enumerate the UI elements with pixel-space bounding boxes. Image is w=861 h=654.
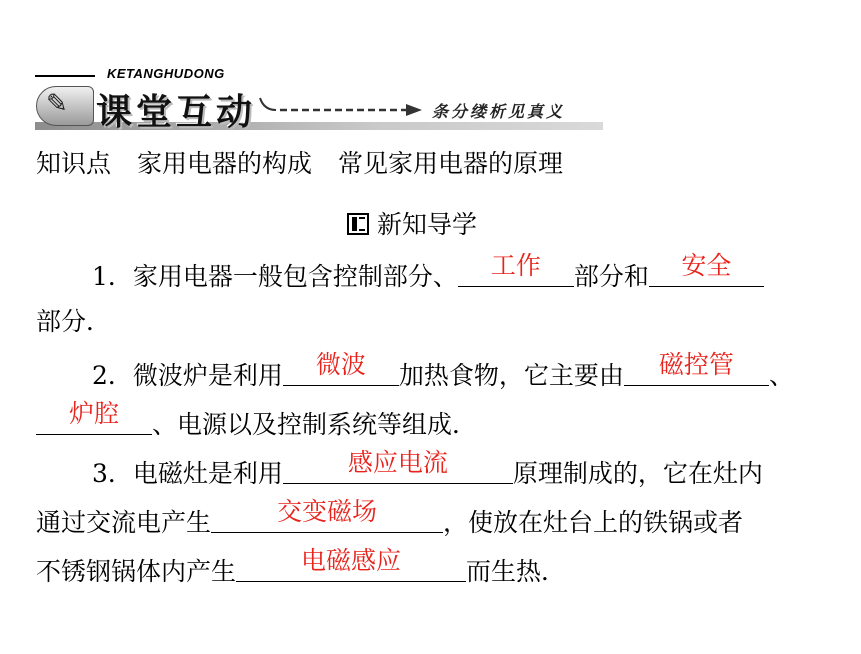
answer-blank (458, 251, 574, 287)
question-text: 而生热． (466, 557, 567, 586)
answer-text: 炉腔 (68, 399, 119, 428)
question-text: 原理制成的，它在灶内 (512, 459, 763, 488)
answer-blank (211, 497, 443, 533)
book-icon (347, 213, 369, 235)
answer-blank (236, 546, 466, 582)
question-3-line-3 (36, 546, 567, 587)
answer-text: 工作 (490, 251, 541, 280)
answer-blank (283, 350, 399, 386)
section-heading (36, 149, 563, 179)
section-label: 知识点 (36, 149, 112, 178)
question-3-line-1 (92, 448, 763, 489)
answer-text: 感应电流 (347, 448, 448, 477)
question-text: 3．电磁灶是利用 (92, 459, 283, 488)
answer-text: 交变磁场 (277, 497, 378, 526)
question-text: 、 (768, 361, 794, 390)
answer-blank (624, 350, 769, 386)
question-text: 1．家用电器一般包含控制部分、 (92, 262, 458, 291)
sub-heading (347, 210, 477, 240)
answer-blank (36, 399, 152, 435)
question-2-line-1 (92, 350, 794, 391)
dashed-arrow-icon (258, 96, 428, 118)
banner-slogan: 条分缕析见真义 (432, 102, 566, 121)
section-title: 家用电器的构成 (137, 149, 313, 178)
question-3-line-2 (36, 497, 744, 538)
banner-rule (35, 75, 95, 77)
question-2-line-2 (36, 399, 478, 440)
question-text: 部分． (36, 307, 112, 336)
section-title-2: 常见家用电器的原理 (338, 149, 564, 178)
answer-text: 微波 (315, 350, 366, 379)
pen-glyph-icon: ✎ (46, 89, 68, 119)
answer-text: 电磁感应 (301, 546, 402, 575)
banner-title: 课堂互动 (96, 91, 257, 133)
question-text: 不锈钢锅体内产生 (36, 557, 237, 586)
question-text: 加热食物，它主要由 (398, 361, 624, 390)
answer-blank (283, 448, 513, 484)
sub-heading-text: 新知导学 (377, 210, 478, 239)
answer-text: 磁控管 (658, 350, 734, 379)
question-text: 部分和 (573, 262, 649, 291)
question-text: ，使放在灶台上的铁锅或者 (443, 508, 744, 537)
question-1-line-1 (92, 251, 764, 292)
answer-text: 安全 (681, 251, 732, 280)
question-text: 通过交流电产生 (36, 508, 212, 537)
answer-blank (649, 251, 764, 287)
banner-pinyin: KETANGHUDONG (107, 66, 225, 81)
question-1-line-2 (36, 307, 111, 337)
question-text: 2．微波炉是利用 (92, 361, 283, 390)
question-text: 、电源以及控制系统等组成． (152, 410, 478, 439)
